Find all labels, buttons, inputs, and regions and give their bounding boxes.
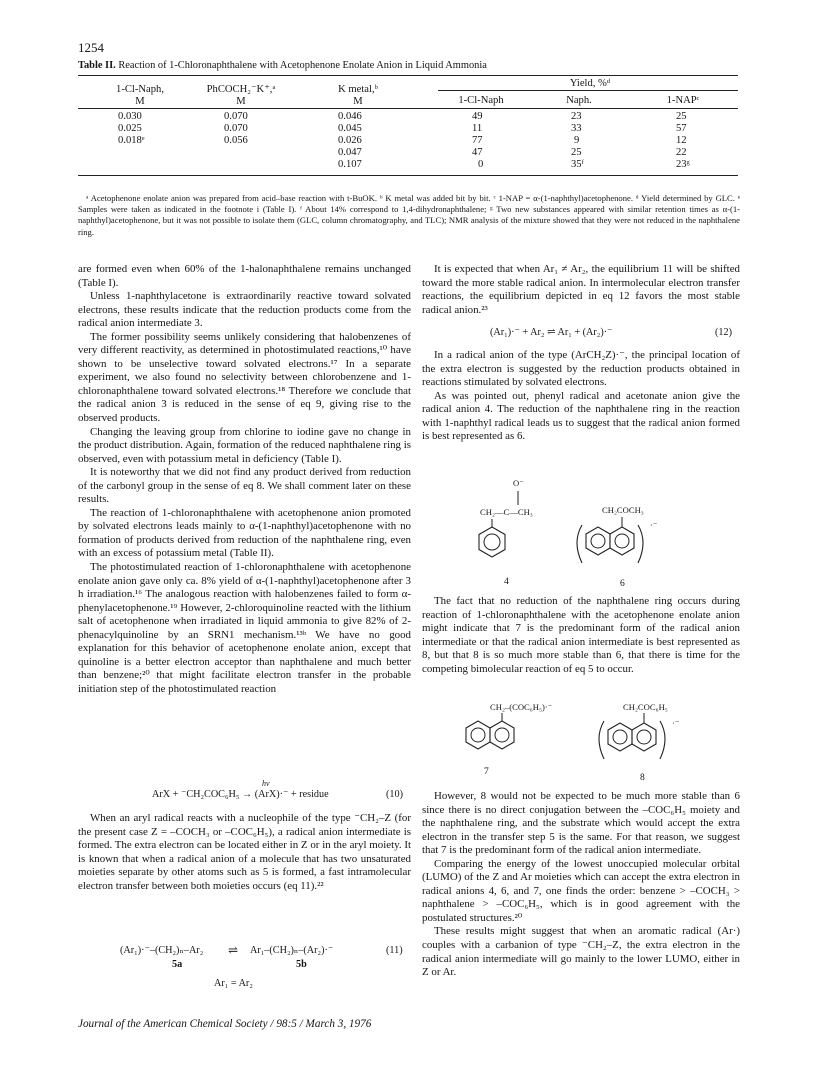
- cell-yield-1-nap: 57: [676, 123, 687, 134]
- header-1-cl-naph-unit: M: [135, 96, 145, 107]
- paragraph: The fact that no reduction of the naphthalene ring occurs during reaction of 1-chloronaphthalene with the acetophenone enolate anion might indicate that 7 is the predominant form of the radical anion intermediate or that the radical anion intermediate is best represented as 8, but that 8 is so much more stable than 6, that there is time for the competing bimolecular reaction of eq 5 to occur.: [422, 595, 740, 675]
- cell-yield-naph: 23: [571, 111, 582, 122]
- cell-yield-1-nap: 23ᵍ: [676, 159, 690, 170]
- cell-yield-1-nap: 12: [676, 135, 687, 146]
- cell-enolate: 0.070: [224, 123, 248, 134]
- paragraph: The photostimulated reaction of 1-chloronaphthalene with acetophenone enolate anion gave only ca. 8% yield of α-(1-naphthyl)acetophenone after 3 h irradiation.¹⁶ The analogous reaction with halobenzenes failed to form α-phenylacetophenone.¹⁹ However, 2-chloroquinoline reacted with the lithium salt of acetophenone when irradiated in liquid ammonia to give 82% of 2-phenacylquinoline by an SRN1 mechanism.¹³ᵇ We have no good explanation for this behavior of acetophenone enolate anion, except that quinoline is a better electron acceptor than naphthalene and much better than benzene;²⁰ that might facilitate electron transfer in the probable initiation step of the photostimulated reaction: [78, 561, 411, 695]
- structure-4-label: 4: [504, 576, 509, 587]
- yield-group-rule: [438, 90, 738, 91]
- cell-yield-naph: 9: [574, 135, 580, 146]
- table-title-text: Reaction of 1-Chloronaphthalene with Acetophenone Enolate Anion in Liquid Ammonia: [118, 60, 487, 71]
- equation-11-label-5b: 5b: [296, 959, 307, 970]
- right-column-block-4: [422, 790, 740, 980]
- paragraph: It is expected that when Ar₁ ≠ Ar₂, the equilibrium 11 will be shifted toward the more stable radical anion. In intermolecular electron transfer reactions, the equilibrium depicted in eq 12 favors the most stable radical anion.²³: [422, 263, 740, 316]
- paragraph: The former possibility seems unlikely considering that halobenzenes of very different reactivity, as determined in photostimulated reactions,¹⁰ have shown to be unselective toward solvated electrons.¹⁷ In a separate experiment, we also found no selectivity between chlorobenzene and 1-chloronaphthalene toward solvated electrons.¹⁸ Therefore we conclude that the radical anion 3 is reduced in the sense of eq 9, giving rise to the observed products.: [78, 330, 411, 425]
- left-column-lower: [78, 812, 411, 893]
- table-bottom-rule: [78, 175, 738, 176]
- cell-yield-cl-naph: 0: [478, 159, 484, 170]
- naphthalene-ring-icon: [460, 713, 530, 759]
- structure-6-substituent: CH₂COCH₃: [602, 505, 644, 515]
- cell-yield-1-nap: 22: [676, 147, 687, 158]
- header-yield-naph: Naph.: [566, 95, 592, 106]
- cell-yield-cl-naph: 77: [472, 135, 483, 146]
- table-footnote: ᵃ Acetophenone enolate anion was prepared from acid–base reaction with t-BuOK. ᵇ K metal was added bit by bit. ᶜ 1-NAP = α-(1-naphthyl)acetophenone. ᵈ Yield determined by GLC. ᵉ Samples were taken as indicated in the footnote i (Table I). ᶠ About 14% correspond to 1,4-dihydronaphthalene; ᵍ Two new substances appeared with similar retention times as α-(1-naphthyl)acetophenone, but it was not possible to isolate them (GLC, column chromatography, and TLC); NMR analysis of the mixture showed that they were not reduced in the naphthalene ring.: [78, 193, 740, 237]
- cell-k-metal: 0.047: [338, 147, 362, 158]
- cell-k-metal: 0.045: [338, 123, 362, 134]
- paragraph: When an aryl radical reacts with a nucleophile of the type ⁻CH₂–Z (for the present case Z = –COCH₃ or –COC₆H₅), a radical anion intermediate is formed. The extra electron can be located either in Z or in the aryl moiety. It is known that when a radical anion of a molecule that has two unsaturated moieties separate by other atoms such as 5 is formed, a fast intramolecular electron transfer between both moieties occurs (eq 11).²²: [78, 812, 411, 892]
- cell-yield-1-nap: 25: [676, 111, 687, 122]
- cell-k-metal: 0.026: [338, 135, 362, 146]
- equation-10-number: (10): [386, 789, 403, 800]
- paragraph: are formed even when 60% of the 1-halonaphthalene remains unchanged (Table I).: [78, 263, 411, 289]
- structure-7-substituent: CH₂–(COC₆H₅)·⁻: [490, 702, 553, 712]
- cell-yield-naph: 25: [571, 147, 582, 158]
- structure-6-label: 6: [620, 578, 625, 589]
- cell-yield-naph: 35ᶠ: [571, 159, 584, 170]
- cell-yield-cl-naph: 11: [472, 123, 483, 134]
- table-title-label: Table II.: [78, 60, 116, 71]
- table-top-rule: [78, 75, 738, 76]
- structure-4-bond: [516, 491, 520, 507]
- paragraph: These results might suggest that when an aromatic radical (Ar·) couples with a carbanion of type ⁻CH₂–Z, the extra electron in the radical anion intermediate will go mainly to the lower LUMO, either in Z or Ar.: [422, 925, 740, 979]
- paragraph: The reaction of 1-chloronaphthalene with acetophenone anion promoted by solvated electrons leads mainly to α-(1-naphthyl)acetophenone with no formation of products derived from reduction of the naphthalene ring, even with an excess of potassium metal (Table II).: [78, 506, 411, 560]
- header-yield-cl-naph: 1-Cl-Naph: [458, 95, 504, 106]
- structure-6-charge: ·⁻: [650, 520, 658, 530]
- equation-12-number: (12): [715, 327, 732, 338]
- cell-naph: 0.025: [118, 123, 142, 134]
- structure-8-label: 8: [640, 772, 645, 783]
- equation-11-right: Ar₁–(CH₂)ₙ–(Ar₂)·⁻: [250, 945, 334, 956]
- paragraph: It is noteworthy that we did not find any product derived from reduction of the carbonyl group in the sense of eq 8. We shall comment later on these results.: [78, 466, 411, 506]
- equation-12: (Ar₁)·⁻ + Ar₂ ⇌ Ar₁ + (Ar₂)·⁻: [490, 327, 613, 338]
- cell-naph: 0.030: [118, 111, 142, 122]
- equation-11-left: (Ar₁)·⁻–(CH₂)ₙ–Ar₂: [120, 945, 204, 956]
- paragraph: Changing the leaving group from chlorine to iodine gave no change in the product distribution. Again, formation of the reduced naphthalene ring is observed, even with potassium metal in deficiency (Table I).: [78, 425, 411, 465]
- right-column-block-2: [422, 349, 740, 444]
- header-1-cl-naph: 1-Cl-Naph,: [116, 84, 164, 95]
- paragraph: In a radical anion of the type (ArCH₂Z)·⁻, the principal location of the extra electron is suggested by the reduction products obtained in reactions stimulated by solvated electrons.: [422, 349, 740, 389]
- paragraph: Unless 1-naphthylacetone is extraordinarily reactive toward solvated electrons, these results indicate that the reduction products come from the radical anion intermediate 3.: [78, 290, 411, 330]
- journal-footer: Journal of the American Chemical Society / 98:5 / March 3, 1976: [78, 1018, 372, 1030]
- right-column: [422, 263, 740, 317]
- right-column-block-3: [422, 595, 740, 676]
- cell-yield-cl-naph: 49: [472, 111, 483, 122]
- header-enolate-unit: M: [236, 96, 246, 107]
- cell-yield-naph: 33: [571, 123, 582, 134]
- structure-8-substituent: CH₂COC₆H₅: [623, 702, 668, 712]
- equilibrium-arrow-icon: ⇌: [228, 943, 239, 957]
- header-yield: Yield, %ᵈ: [569, 78, 611, 89]
- cell-k-metal: 0.046: [338, 111, 362, 122]
- table-header-rule: [78, 108, 738, 109]
- cell-k-metal: 0.107: [338, 159, 362, 170]
- equation-10: ArX + ⁻CH₂COC₆H₅ → (ArX)·⁻ + residue: [152, 789, 329, 800]
- cell-naph: 0.018ᵉ: [118, 135, 145, 146]
- benzene-ring-icon: [478, 519, 518, 563]
- left-column: [78, 263, 411, 697]
- paragraph: As was pointed out, phenyl radical and acetonate anion give the radical anion 4. The reduction of the naphthalene ring in the reaction with 1-naphthyl radical leads us to suggest that the radical anion formed is best represented as 6.: [422, 389, 740, 443]
- cell-yield-cl-naph: 47: [472, 147, 483, 158]
- paragraph: However, 8 would not be expected to be much more stable than 6 since there is no direct conjugation between the –COC₆H₅ moiety and the naphthalene ring, and the substrate which would accept the extra electron in the transfer step 5 is the same. For that reason, we suggest that 7 is the predominant form of the radical anion intermediate.: [422, 790, 740, 857]
- equation-11-number: (11): [386, 945, 403, 956]
- header-enolate: PhCOCH₂⁻K⁺,ᵃ: [206, 84, 276, 95]
- structure-7-label: 7: [484, 766, 489, 777]
- equation-11-condition: Ar₁ = Ar₂: [214, 978, 253, 989]
- table-title: [78, 59, 738, 73]
- header-k-metal-unit: M: [353, 96, 363, 107]
- structure-8-charge: ·⁻: [672, 718, 680, 728]
- paragraph: Comparing the energy of the lowest unoccupied molecular orbital (LUMO) of the Z and Ar moieties which can accept the extra electron in radical anions 4, 6, and 7, one finds the order: benzene > –COCH₃ > naphthalene > –COC₆H₅, which is in good agreement with the postulated structures.²⁰: [422, 857, 740, 924]
- header-k-metal: K metal,ᵇ: [338, 84, 378, 95]
- structure-4-chain: CH₂—C—CH₃: [480, 507, 533, 517]
- page-number: 1254: [78, 40, 104, 55]
- cell-enolate: 0.056: [224, 135, 248, 146]
- cell-enolate: 0.070: [224, 111, 248, 122]
- equation-11-label-5a: 5a: [172, 959, 183, 970]
- header-yield-1-nap: 1-NAPᶜ: [666, 95, 700, 106]
- structure-4-oxide: O⁻: [513, 478, 524, 488]
- equation-10-hv: hν: [262, 779, 270, 788]
